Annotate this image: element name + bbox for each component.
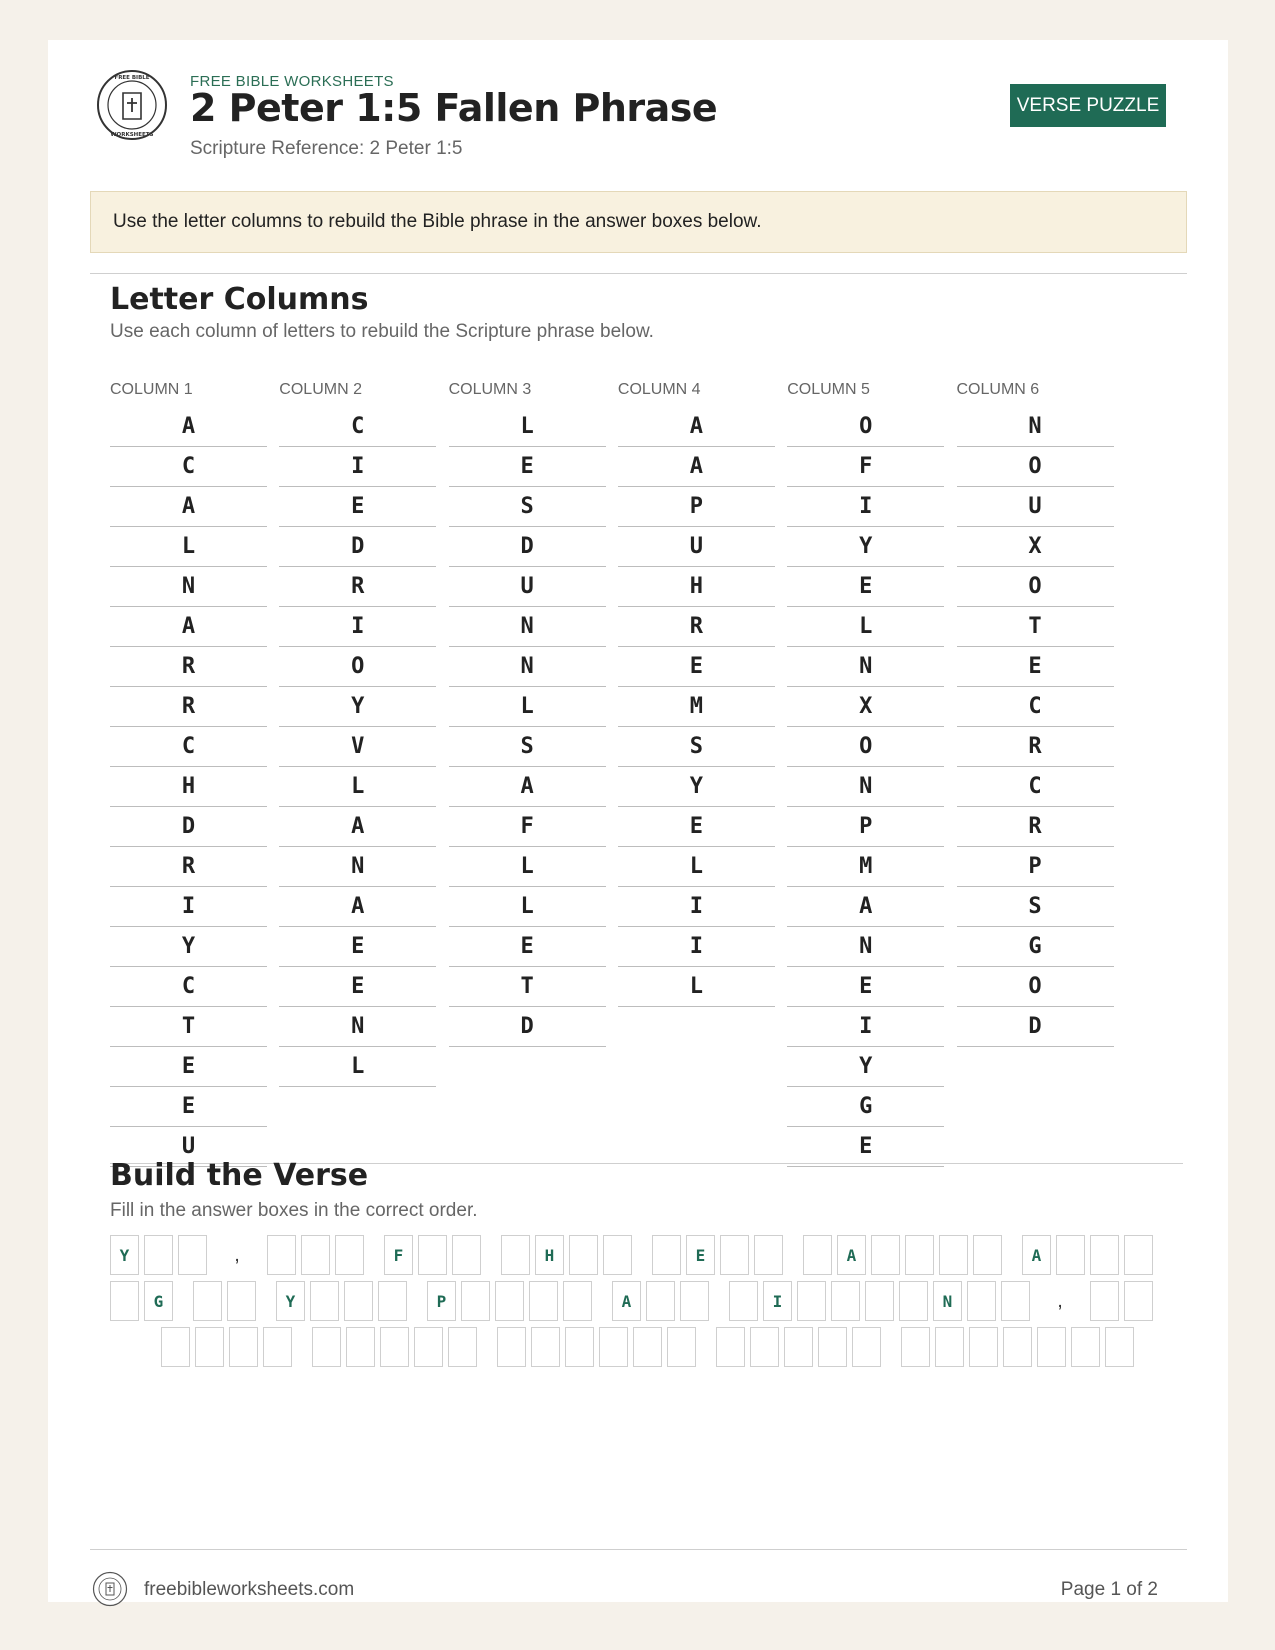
column-letter: D [957,1007,1114,1047]
column-letter: A [449,767,606,807]
column-letter: P [787,807,944,847]
answer-box[interactable] [901,1327,930,1367]
answer-box-hint: N [933,1281,962,1321]
column-letter: C [279,407,436,447]
answer-box[interactable] [729,1281,758,1321]
answer-row [161,1327,1134,1367]
column-letter: N [279,1007,436,1047]
column-letter: I [618,887,775,927]
column-letter: S [449,487,606,527]
answer-box[interactable] [195,1327,224,1367]
column-letter: R [957,807,1114,847]
column-letter: A [110,407,267,447]
punctuation-comma: , [1057,1289,1063,1312]
column-letter: T [110,1007,267,1047]
answer-box[interactable] [633,1327,662,1367]
answer-box[interactable] [1124,1235,1153,1275]
letter-column [449,378,606,1047]
column-letter: O [957,567,1114,607]
answer-box[interactable] [680,1281,709,1321]
column-letter: N [787,647,944,687]
column-letter: E [787,567,944,607]
column-letter: N [279,847,436,887]
instructions-box [90,191,1187,253]
column-letter: U [110,1127,267,1167]
column-letter: E [279,487,436,527]
answer-box[interactable] [969,1327,998,1367]
column-letter: I [279,607,436,647]
answer-box[interactable] [267,1235,296,1275]
column-letter: N [449,607,606,647]
answer-box[interactable] [448,1327,477,1367]
answer-box[interactable] [1071,1327,1100,1367]
answer-box[interactable] [227,1281,256,1321]
column-letter: C [957,687,1114,727]
column-letter: E [618,807,775,847]
answer-box[interactable] [1001,1281,1030,1321]
column-letter: N [110,567,267,607]
answer-box[interactable] [797,1281,826,1321]
column-letter: F [449,807,606,847]
column-letter: L [787,607,944,647]
answer-box[interactable] [495,1281,524,1321]
column-letter: M [787,847,944,887]
answer-box[interactable] [497,1327,526,1367]
footer-site[interactable]: freebibleworksheets.com [144,1579,355,1600]
answer-box[interactable] [967,1281,996,1321]
instructions-text: Use the letter columns to rebuild the Bible phrase in the answer boxes below. [113,211,762,232]
column-letter: L [618,967,775,1007]
column-letter: T [449,967,606,1007]
column-label: COLUMN 1 [110,381,193,398]
answer-box[interactable] [565,1327,594,1367]
answer-box[interactable] [871,1235,900,1275]
column-letter: Y [110,927,267,967]
worksheet-page [48,40,1228,1602]
column-letter: L [449,687,606,727]
column-letter: A [279,887,436,927]
answer-box[interactable] [452,1235,481,1275]
answer-box[interactable] [652,1235,681,1275]
column-letter: A [110,487,267,527]
column-letter: O [787,727,944,767]
answer-box[interactable] [599,1327,628,1367]
verse-puzzle-badge: VERSE PUZZLE [1010,84,1166,127]
column-letter: L [279,1047,436,1087]
letter-column [957,378,1114,1047]
answer-box-hint: G [144,1281,173,1321]
column-letter: Y [787,527,944,567]
column-letter: E [618,647,775,687]
column-letter: N [787,767,944,807]
column-letter: Y [787,1047,944,1087]
column-letter: E [279,927,436,967]
column-letter: Y [618,767,775,807]
answer-box[interactable] [346,1327,375,1367]
column-letter: R [110,847,267,887]
column-letter: G [787,1087,944,1127]
answer-box[interactable] [667,1327,696,1367]
answer-box[interactable] [1037,1327,1066,1367]
answer-box-hint: E [686,1235,715,1275]
answer-box[interactable] [531,1327,560,1367]
answer-row [110,1281,1153,1321]
answer-box[interactable] [1056,1235,1085,1275]
answer-box-hint: A [837,1235,866,1275]
answer-box[interactable] [193,1281,222,1321]
column-letter: D [449,527,606,567]
column-label: COLUMN 2 [279,381,362,398]
column-letter: A [618,407,775,447]
answer-box-hint: Y [110,1235,139,1275]
column-label: COLUMN 6 [956,381,1040,398]
build-verse-subheading: Fill in the answer boxes in the correct order. [110,1200,478,1221]
answer-box[interactable] [935,1327,964,1367]
column-letter: X [787,687,944,727]
answer-box-hint: A [612,1281,641,1321]
page-title: 2 Peter 1:5 Fallen Phrase [190,86,718,130]
answer-box[interactable] [161,1327,190,1367]
answer-box[interactable] [144,1235,173,1275]
answer-box[interactable] [110,1281,139,1321]
column-letter: D [110,807,267,847]
answer-box[interactable] [414,1327,443,1367]
column-letter: D [449,1007,606,1047]
column-letter: L [110,527,267,567]
column-letter: V [279,727,436,767]
column-letter: Y [279,687,436,727]
section-divider [90,273,1187,274]
answer-box[interactable] [529,1281,558,1321]
column-letter: L [449,847,606,887]
answer-box[interactable] [378,1281,407,1321]
answer-box[interactable] [865,1281,894,1321]
column-letter: X [957,527,1114,567]
answer-box[interactable] [646,1281,675,1321]
column-letter: C [110,727,267,767]
answer-box-hint: P [427,1281,456,1321]
letter-column [279,378,436,1087]
answer-box[interactable] [335,1235,364,1275]
letter-column [787,378,944,1167]
answer-box[interactable] [344,1281,373,1321]
answer-box[interactable] [312,1327,341,1367]
answer-box[interactable] [1003,1327,1032,1367]
column-label: COLUMN 3 [448,381,532,398]
answer-box-hint: F [384,1235,413,1275]
column-label: COLUMN 4 [617,381,701,398]
column-letter: L [618,847,775,887]
answer-box[interactable] [418,1235,447,1275]
column-letter: S [618,727,775,767]
column-letter: I [618,927,775,967]
answer-box[interactable] [1124,1281,1153,1321]
column-letter: L [449,407,606,447]
column-letter: E [279,967,436,1007]
answer-box[interactable] [899,1281,928,1321]
column-letter: R [110,647,267,687]
answer-box-hint: H [535,1235,564,1275]
answer-row [110,1235,1153,1275]
column-letter: E [957,647,1114,687]
column-letter: E [787,967,944,1007]
answer-box[interactable] [301,1235,330,1275]
answer-box[interactable] [973,1235,1002,1275]
column-letter: E [110,1047,267,1087]
column-letter: L [279,767,436,807]
answer-box[interactable] [720,1235,749,1275]
column-letter: S [957,887,1114,927]
column-letter: S [449,727,606,767]
column-letter: E [110,1087,267,1127]
scripture-reference: Scripture Reference: 2 Peter 1:5 [190,138,463,159]
column-letter: E [787,1127,944,1167]
answer-box[interactable] [905,1235,934,1275]
answer-box-hint: A [1022,1235,1051,1275]
column-letter: U [618,527,775,567]
answer-box[interactable] [818,1327,847,1367]
column-letter: U [957,487,1114,527]
footer-logo-icon [92,1571,128,1607]
column-letter: E [449,447,606,487]
column-letter: P [957,847,1114,887]
column-letter: E [449,927,606,967]
column-letter: I [787,1007,944,1047]
column-letter: N [449,647,606,687]
column-letter: R [110,687,267,727]
answer-box[interactable] [831,1281,860,1321]
answer-box[interactable] [263,1327,292,1367]
column-letter: R [618,607,775,647]
letter-columns-heading: Letter Columns [110,282,369,317]
column-letter: A [279,807,436,847]
column-letter: N [957,407,1114,447]
answer-box[interactable] [569,1235,598,1275]
column-letter: D [279,527,436,567]
column-letter: O [279,647,436,687]
column-letter: A [618,447,775,487]
column-letter: L [449,887,606,927]
column-letter: U [449,567,606,607]
column-letter: O [787,407,944,447]
column-letter: R [279,567,436,607]
svg-text:FREE BIBLE: FREE BIBLE [114,75,150,81]
column-letter: I [279,447,436,487]
column-letter: C [110,967,267,1007]
column-letter: M [618,687,775,727]
column-letter: R [957,727,1114,767]
answer-box[interactable] [310,1281,339,1321]
column-letter: A [787,887,944,927]
punctuation-comma: , [234,1243,240,1266]
svg-text:WORKSHEETS: WORKSHEETS [110,132,154,138]
answer-box[interactable] [750,1327,779,1367]
column-letter: N [787,927,944,967]
answer-box[interactable] [852,1327,881,1367]
column-letter: C [957,767,1114,807]
column-letter: I [787,487,944,527]
answer-box[interactable] [1105,1327,1134,1367]
answer-box[interactable] [784,1327,813,1367]
column-letter: G [957,927,1114,967]
bible-logo-icon [96,69,168,141]
answer-box-hint: I [763,1281,792,1321]
column-label: COLUMN 5 [787,381,870,398]
answer-box[interactable] [229,1327,258,1367]
answer-box[interactable] [754,1235,783,1275]
brand-label: FREE BIBLE WORKSHEETS [190,73,394,90]
column-letter: A [110,607,267,647]
column-letter: F [787,447,944,487]
answer-box[interactable] [461,1281,490,1321]
column-letter: P [618,487,775,527]
page-number: Page 1 of 2 [1060,1579,1158,1600]
answer-box[interactable] [178,1235,207,1275]
letter-columns-subheading: Use each column of letters to rebuild the Scripture phrase below. [110,321,654,342]
answer-box[interactable] [603,1235,632,1275]
column-letter: C [110,447,267,487]
answer-box[interactable] [1090,1281,1119,1321]
letter-column [618,378,775,1007]
column-letter: H [110,767,267,807]
footer-divider [90,1549,1187,1550]
column-letter: T [957,607,1114,647]
answer-box[interactable] [1090,1235,1119,1275]
letter-column [110,378,267,1167]
column-letter: H [618,567,775,607]
answer-box[interactable] [939,1235,968,1275]
answer-box[interactable] [380,1327,409,1367]
answer-box[interactable] [563,1281,592,1321]
column-letter: O [957,447,1114,487]
column-letter: I [110,887,267,927]
answer-box[interactable] [716,1327,745,1367]
column-letter: O [957,967,1114,1007]
answer-box[interactable] [501,1235,530,1275]
build-verse-heading: Build the Verse [110,1158,369,1193]
answer-box[interactable] [803,1235,832,1275]
answer-box-hint: Y [276,1281,305,1321]
